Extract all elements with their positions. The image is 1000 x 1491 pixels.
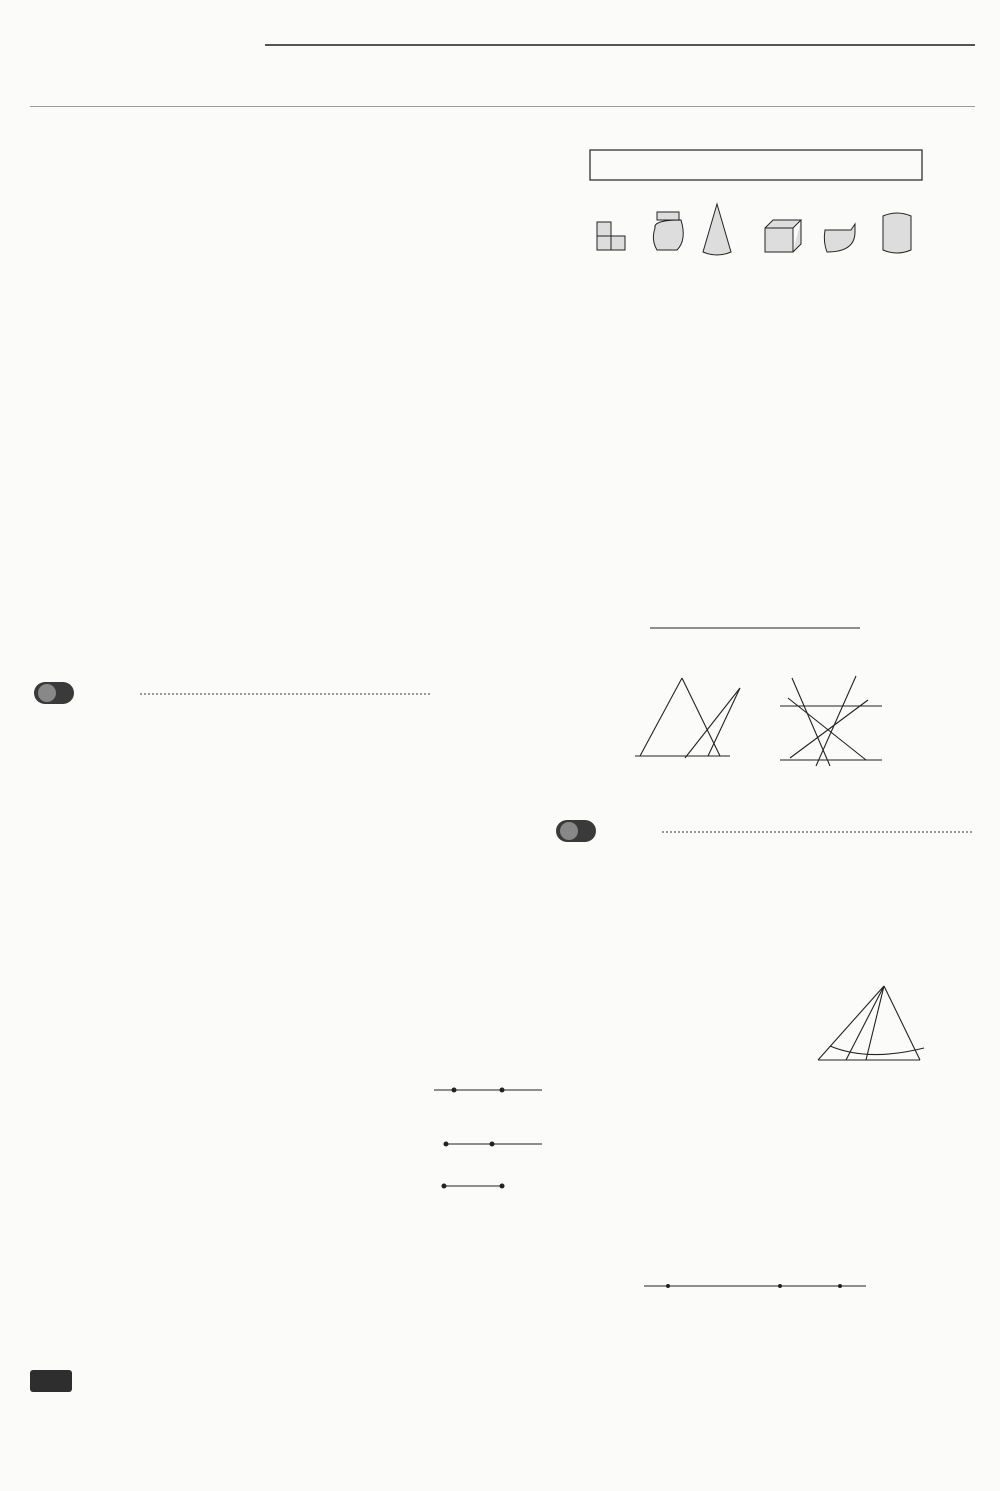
shape-f-cylinder [883,213,911,253]
page-number [30,1370,72,1392]
q5-line-figure [640,1278,870,1312]
side-key-point [436,440,542,444]
side-line-figures [432,1082,544,1214]
top-rule [265,44,975,46]
q3-triangle-figure [808,978,938,1078]
shape-e-pitcher [824,224,855,252]
side-knowledge [434,1256,540,1260]
q8-matching-figure [585,148,930,288]
shape-d-cube [765,220,801,252]
pen-icon [38,684,56,702]
badge-basics-2 [556,820,596,842]
q8-top-box [590,150,922,180]
shape-b-vase [653,212,683,250]
pen-icon-2 [560,822,578,840]
badge-2-dots [662,831,972,833]
shape-c-cone [703,204,731,255]
shape-a-cubes [597,236,611,250]
badge-basics-1 [34,682,74,704]
side-summary [434,640,540,644]
right-top-column [548,108,973,109]
header-divider [30,106,975,107]
q9-figures [620,608,890,808]
point-a [452,1088,456,1092]
point-b [500,1088,504,1092]
badge-1-dots [140,693,430,695]
